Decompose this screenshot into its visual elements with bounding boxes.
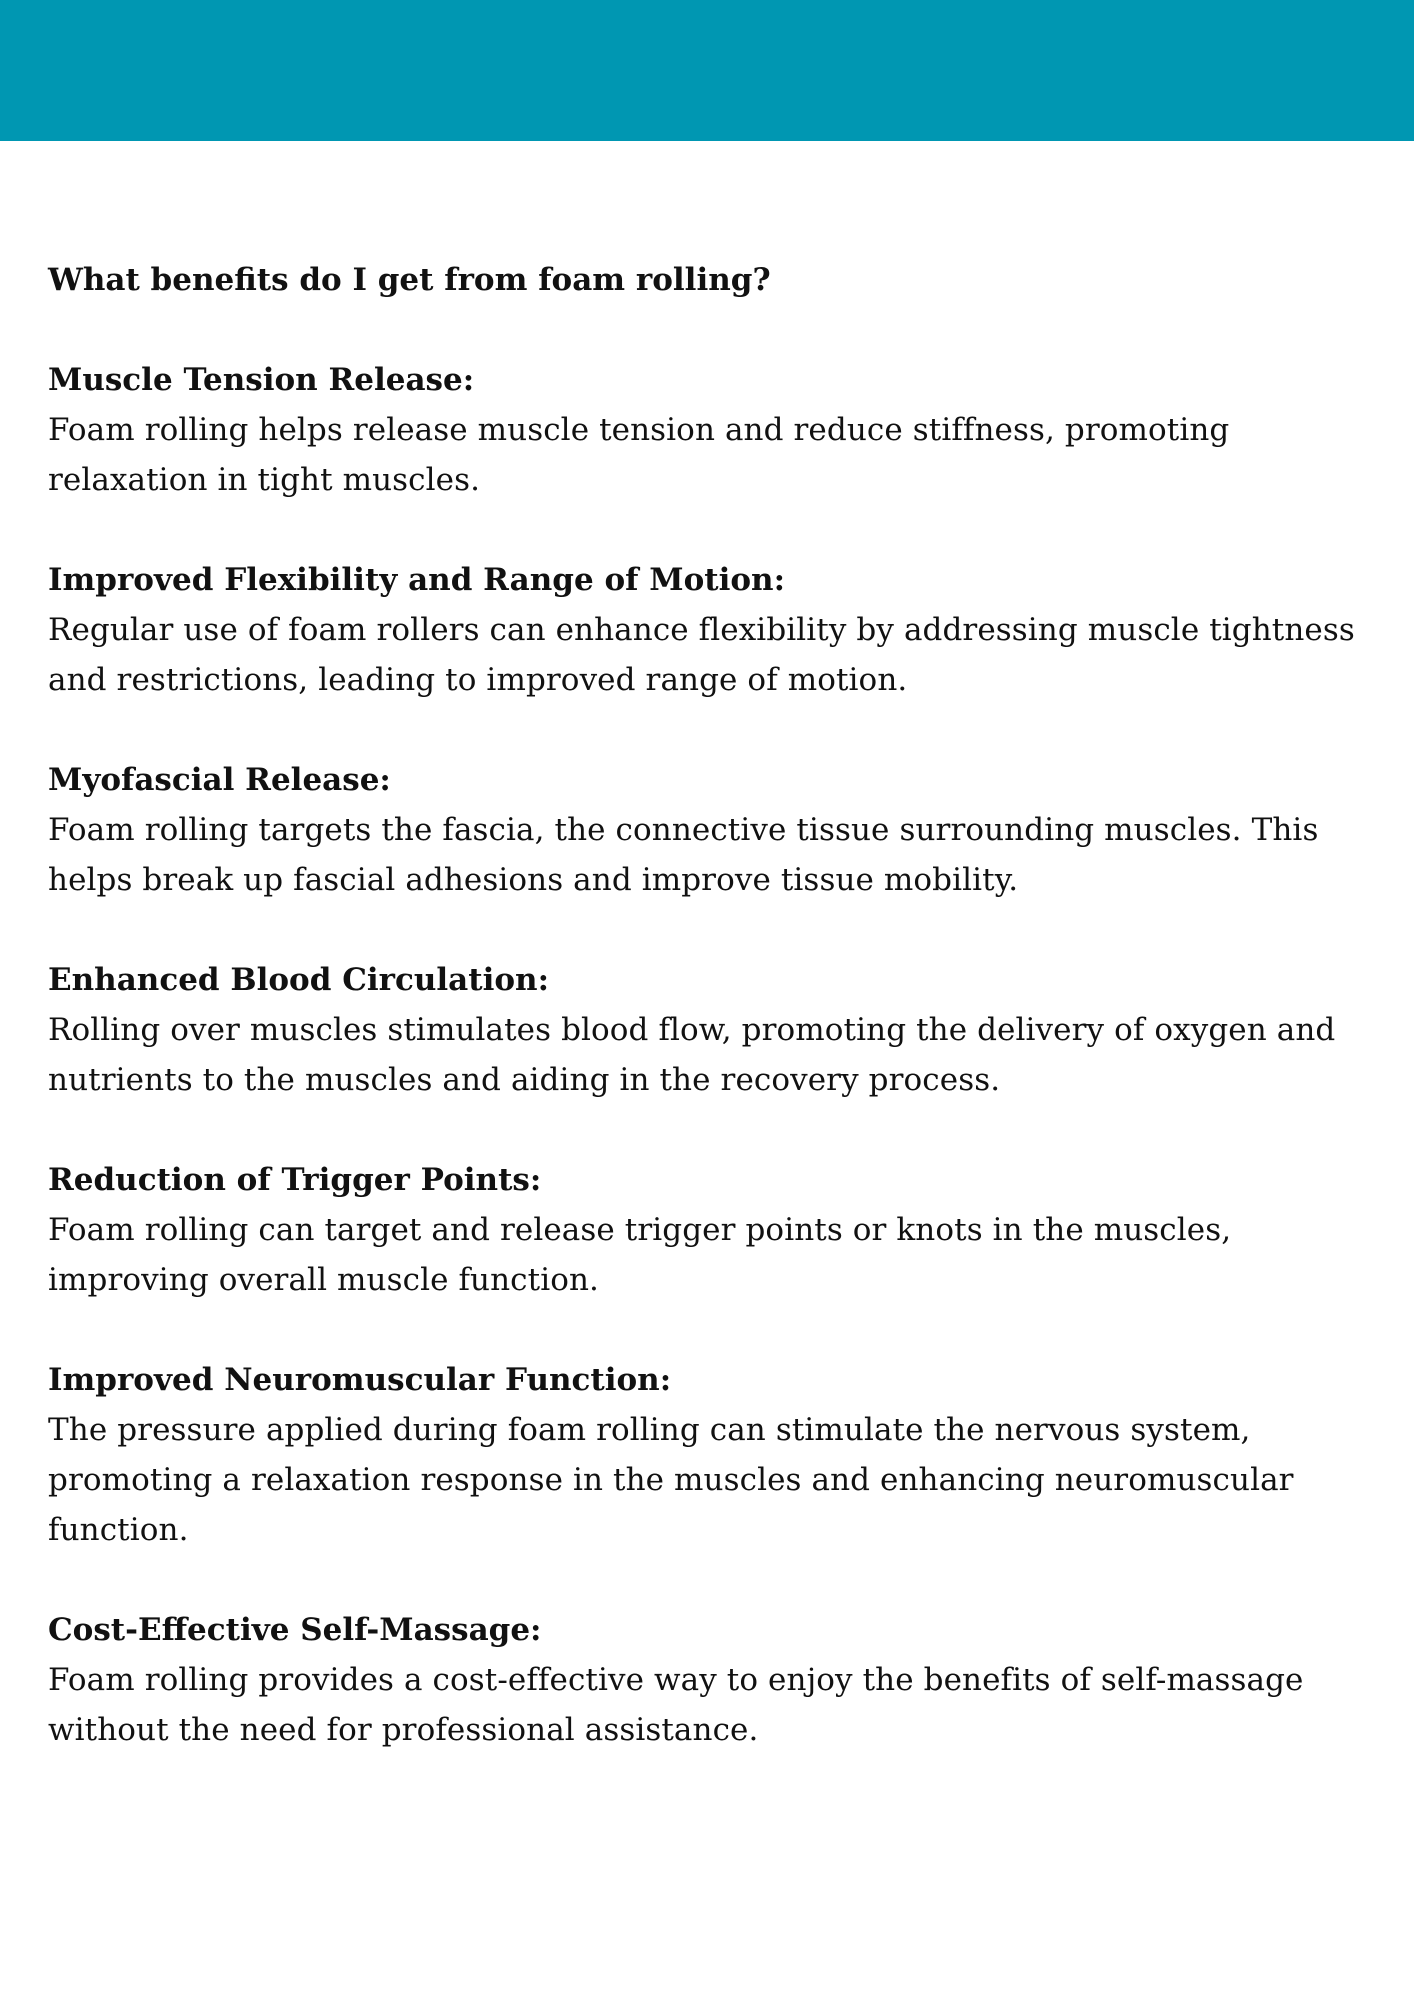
section-body: Foam rolling helps release muscle tension and reduce stiffness, promoting relaxation in tight muscles. bbox=[48, 412, 1230, 498]
section-body: Foam rolling provides a cost-effective way to enjoy the benefits of self-massage without the need for professional assistance. bbox=[48, 1662, 1304, 1748]
section-body: Foam rolling targets the fascia, the connective tissue surrounding muscles. This helps break up fascial adhesions and improve tissue mobility. bbox=[48, 812, 1319, 898]
section-title: Reduction of Trigger Points: bbox=[48, 1162, 542, 1198]
section-title: Muscle Tension Release: bbox=[48, 362, 475, 398]
section-body: Regular use of foam rollers can enhance flexibility by addressing muscle tightness and restrictions, leading to improved range of motion. bbox=[48, 612, 1355, 698]
section-neuromuscular-function bbox=[48, 1355, 1378, 1555]
section-title: Myofascial Release: bbox=[48, 762, 391, 798]
section-cost-effective-self-massage bbox=[48, 1605, 1378, 1755]
section-title: Improved Flexibility and Range of Motion: bbox=[48, 562, 786, 598]
header-band bbox=[0, 0, 1414, 141]
section-body: The pressure applied during foam rolling can stimulate the nervous system, promoting a relaxation response in the muscles and enhancing neuromuscular function. bbox=[48, 1412, 1294, 1548]
section-title: Improved Neuromuscular Function: bbox=[48, 1362, 672, 1398]
section-body: Foam rolling can target and release trigger points or knots in the muscles, improving overall muscle function. bbox=[48, 1212, 1232, 1298]
document-content bbox=[48, 255, 1378, 1805]
section-body: Rolling over muscles stimulates blood flow, promoting the delivery of oxygen and nutrients to the muscles and aiding in the recovery process. bbox=[48, 1012, 1336, 1098]
section-trigger-points bbox=[48, 1155, 1378, 1305]
section-blood-circulation bbox=[48, 955, 1378, 1105]
section-muscle-tension-release bbox=[48, 355, 1378, 505]
section-title: Cost-Effective Self-Massage: bbox=[48, 1612, 542, 1648]
section-flexibility-range-of-motion bbox=[48, 555, 1378, 705]
section-myofascial-release bbox=[48, 755, 1378, 905]
section-title: Enhanced Blood Circulation: bbox=[48, 962, 550, 998]
page-question-heading: What benefits do I get from foam rolling? bbox=[48, 262, 771, 298]
